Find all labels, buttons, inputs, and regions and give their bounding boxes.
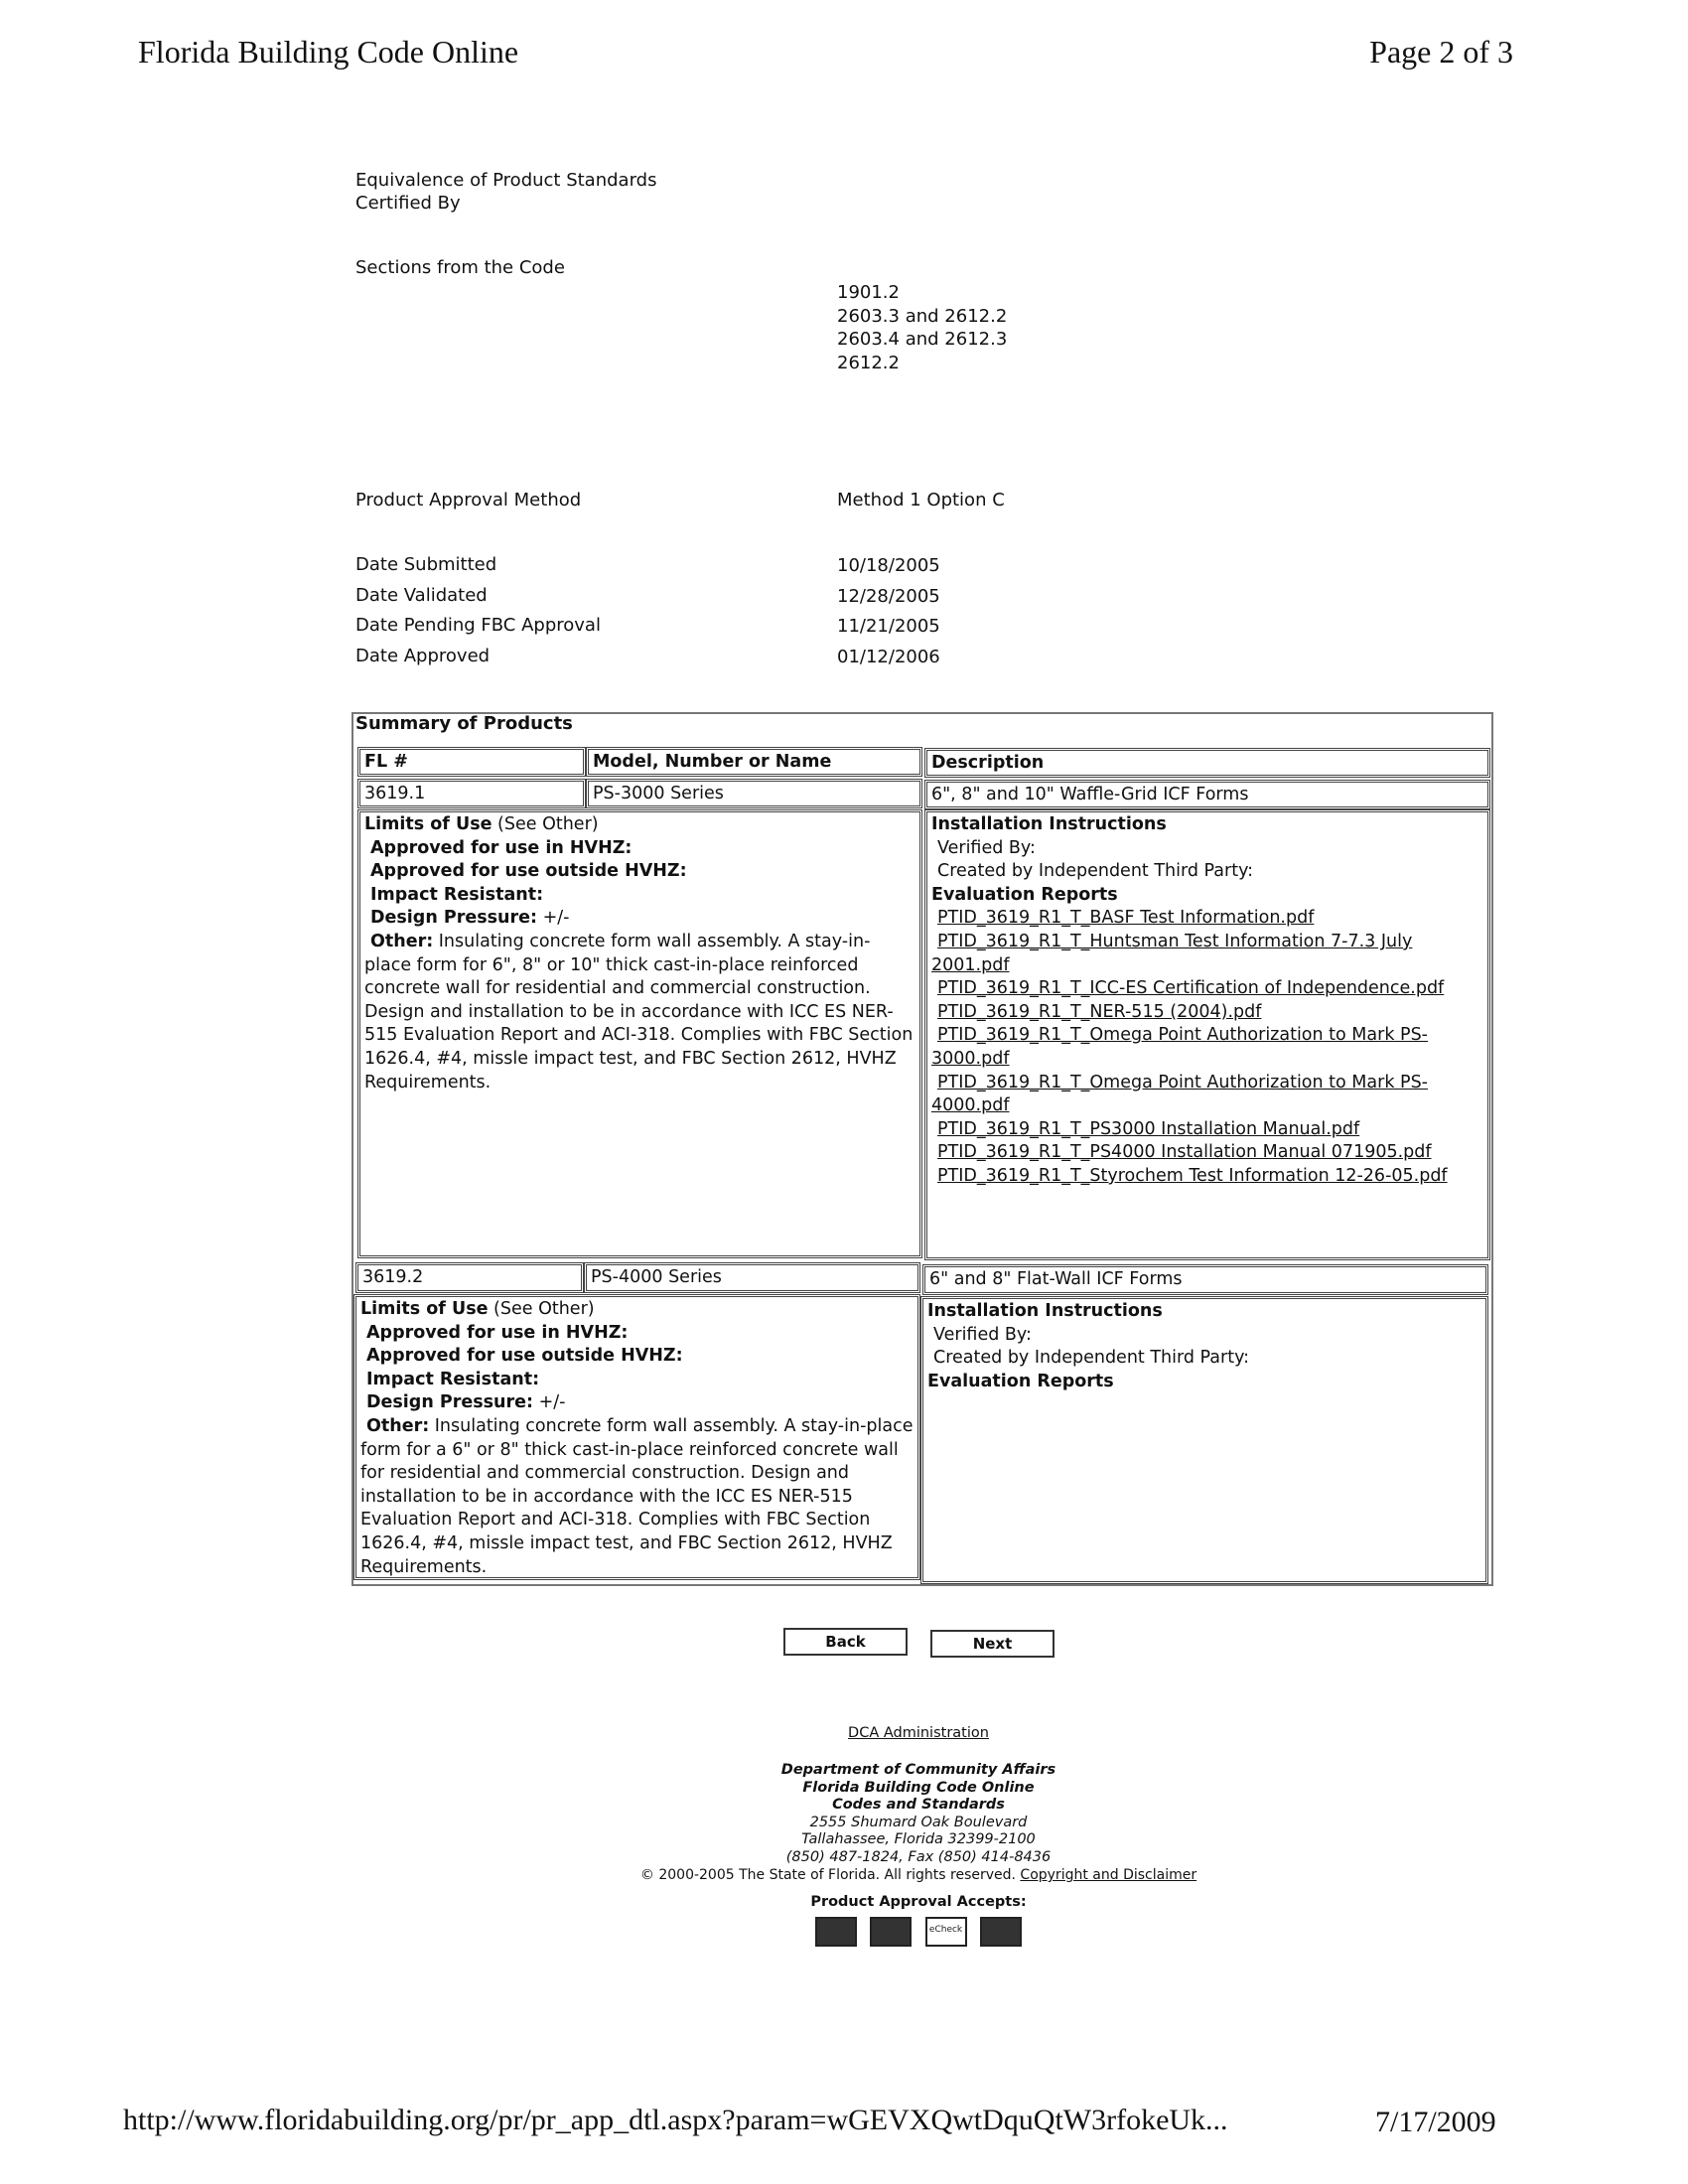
payment-icons bbox=[0, 1917, 1688, 1947]
date-submitted-value: 10/18/2005 bbox=[837, 555, 940, 576]
section-item: 2603.4 and 2612.3 bbox=[837, 329, 1008, 350]
product-description: 6", 8" and 10" Waffle-Grid ICF Forms bbox=[924, 780, 1490, 809]
footer-line: Codes and Standards bbox=[832, 1797, 1005, 1814]
header-fl: FL # bbox=[357, 747, 586, 777]
footer-address: 2555 Shumard Oak Boulevard bbox=[809, 1814, 1028, 1830]
report-link[interactable]: PTID_3619_R1_T_Omega Point Authorization to Mark PS-4000.pdf bbox=[931, 1072, 1428, 1116]
design-pressure-label: Design Pressure: bbox=[366, 1392, 534, 1413]
verified-by: Verified By: bbox=[933, 1324, 1032, 1345]
print-header-page: Page 2 of 3 bbox=[1369, 34, 1513, 70]
section-item: 2603.3 and 2612.2 bbox=[837, 305, 1008, 327]
approval-method-label: Product Approval Method bbox=[355, 490, 582, 510]
date-approved-label: Date Approved bbox=[355, 646, 491, 666]
date-submitted-label: Date Submitted bbox=[355, 554, 497, 575]
report-link[interactable]: PTID_3619_R1_T_Styrochem Test Information 12-26-05.pdf bbox=[937, 1165, 1448, 1186]
outside-hvhz-label: Approved for use outside HVHZ: bbox=[366, 1346, 683, 1367]
created-by: Created by Independent Third Party: bbox=[937, 861, 1254, 882]
evaluation-reports-label: Evaluation Reports bbox=[931, 884, 1118, 905]
next-button[interactable]: Next bbox=[930, 1630, 1055, 1658]
section-item: 2612.2 bbox=[837, 352, 900, 373]
footer-phone: (850) 487-1824, Fax (850) 414-8436 bbox=[785, 1848, 1052, 1865]
dca-administration-link[interactable]: DCA Administration bbox=[848, 1725, 989, 1741]
american-express-icon bbox=[870, 1917, 912, 1947]
report-link[interactable]: PTID_3619_R1_T_NER-515 (2004).pdf bbox=[937, 1001, 1262, 1022]
design-pressure-value: +/- bbox=[533, 1392, 566, 1413]
date-pending-value: 11/21/2005 bbox=[837, 616, 940, 637]
approval-method-value: Method 1 Option C bbox=[837, 490, 1005, 510]
see-other: (See Other) bbox=[492, 814, 599, 834]
report-link[interactable]: PTID_3619_R1_T_ICC-ES Certification of Independence.pdf bbox=[937, 978, 1445, 999]
design-pressure-value: +/- bbox=[537, 908, 570, 929]
evaluation-reports-label: Evaluation Reports bbox=[927, 1371, 1114, 1391]
summary-title: Summary of Products bbox=[355, 713, 573, 734]
product-fl: 3619.2 bbox=[355, 1262, 584, 1293]
limits-of-use-cell bbox=[357, 809, 922, 1258]
copyright-link[interactable]: Copyright and Disclaimer bbox=[1020, 1867, 1197, 1883]
header-description: Description bbox=[924, 748, 1490, 778]
installation-label: Installation Instructions bbox=[931, 814, 1167, 834]
header-model: Model, Number or Name bbox=[586, 747, 922, 777]
report-link[interactable]: PTID_3619_R1_T_PS4000 Installation Manual 071905.pdf bbox=[937, 1142, 1432, 1163]
other-text: Insulating concrete form wall assembly. A stay-in-place form for a 6" or 8" thick cast-in-place reinforced concrete wall for residential and commercial construction. Design and installation to be in accordance with the ICC ES NER-515 Evaluation Report and ACI-318. Complies with FBC Section 1626.4, #4, missle impact test, and FBC Section 2612, HVHZ Requirements. bbox=[360, 1415, 914, 1577]
hvhz-label: Approved for use in HVHZ: bbox=[370, 837, 633, 858]
installation-cell bbox=[924, 809, 1490, 1260]
date-validated-label: Date Validated bbox=[355, 585, 488, 606]
echeck-icon: eCheck bbox=[925, 1917, 967, 1947]
see-other: (See Other) bbox=[488, 1299, 595, 1319]
limits-label: Limits of Use bbox=[364, 814, 492, 834]
section-item: 1901.2 bbox=[837, 282, 900, 303]
design-pressure-label: Design Pressure: bbox=[370, 908, 538, 929]
discover-card-icon bbox=[815, 1917, 857, 1947]
created-by: Created by Independent Third Party: bbox=[933, 1348, 1250, 1369]
outside-hvhz-label: Approved for use outside HVHZ: bbox=[370, 861, 687, 882]
footer-address: Tallahassee, Florida 32399-2100 bbox=[801, 1831, 1036, 1848]
installation-label: Installation Instructions bbox=[927, 1301, 1163, 1321]
date-validated-value: 12/28/2005 bbox=[837, 586, 940, 607]
impact-label: Impact Resistant: bbox=[370, 884, 544, 905]
certified-by-label: Certified By bbox=[355, 193, 461, 214]
product-model: PS-3000 Series bbox=[586, 779, 922, 808]
report-link[interactable]: PTID_3619_R1_T_Huntsman Test Information 7-7.3 July 2001.pdf bbox=[931, 931, 1413, 975]
verified-by: Verified By: bbox=[937, 837, 1036, 858]
footer-line: Department of Community Affairs bbox=[780, 1762, 1056, 1778]
footer-copyright bbox=[0, 1867, 1688, 1883]
footer-admin bbox=[0, 1725, 1688, 1741]
product-model: PS-4000 Series bbox=[584, 1262, 920, 1293]
impact-label: Impact Resistant: bbox=[366, 1369, 540, 1389]
limits-of-use-cell bbox=[353, 1294, 920, 1580]
product-description: 6" and 8" Flat-Wall ICF Forms bbox=[922, 1264, 1488, 1295]
date-approved-value: 01/12/2006 bbox=[837, 647, 940, 667]
equivalence-label: Equivalence of Product Standards bbox=[355, 170, 657, 191]
back-button[interactable]: Back bbox=[783, 1628, 908, 1656]
accepts-label: Product Approval Accepts: bbox=[810, 1894, 1027, 1910]
other-label: Other: bbox=[370, 931, 434, 951]
hvhz-label: Approved for use in HVHZ: bbox=[366, 1322, 629, 1343]
report-link[interactable]: PTID_3619_R1_T_BASF Test Information.pdf bbox=[937, 908, 1315, 929]
footer-org bbox=[0, 1762, 1688, 1867]
date-pending-label: Date Pending FBC Approval bbox=[355, 615, 601, 636]
report-link[interactable]: PTID_3619_R1_T_Omega Point Authorization to Mark PS-3000.pdf bbox=[931, 1025, 1428, 1069]
footer-line: Florida Building Code Online bbox=[802, 1779, 1035, 1796]
print-header-title: Florida Building Code Online bbox=[138, 34, 519, 70]
mastercard-icon bbox=[980, 1917, 1022, 1947]
limits-label: Limits of Use bbox=[360, 1299, 489, 1319]
other-text: Insulating concrete form wall assembly. A stay-in-place form for 6", 8" or 10" thick cast-in-place reinforced concrete wall for residential and commercial construction. Design and installation to be in accordance with ICC ES NER-515 Evaluation Report and ACI-318. Complies with FBC Section 1626.4, #4, missle impact test, and FBC Section 2612, HVHZ Requirements. bbox=[364, 931, 914, 1092]
other-label: Other: bbox=[366, 1415, 430, 1436]
installation-cell bbox=[920, 1296, 1488, 1584]
print-footer-url: http://www.floridabuilding.org/pr/pr_app_dtl.aspx?param=wGEVXQwtDquQtW3rfokeUk... bbox=[123, 2104, 1228, 2136]
print-footer-date: 7/17/2009 bbox=[1375, 2106, 1496, 2138]
sections-list bbox=[837, 281, 1007, 374]
sections-label: Sections from the Code bbox=[355, 257, 565, 278]
product-fl: 3619.1 bbox=[357, 779, 586, 808]
copyright-text: © 2000-2005 The State of Florida. All rights reserved. bbox=[639, 1867, 1021, 1883]
report-link[interactable]: PTID_3619_R1_T_PS3000 Installation Manual.pdf bbox=[937, 1118, 1360, 1139]
